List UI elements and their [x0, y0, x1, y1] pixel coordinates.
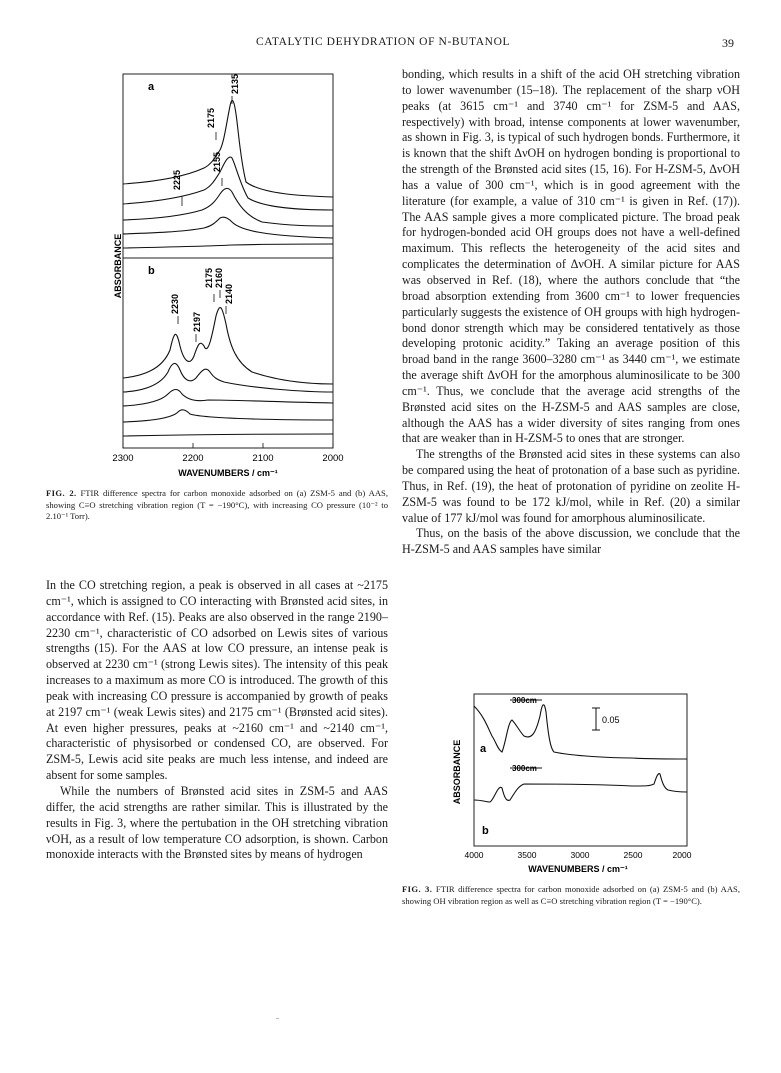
spectrum-b-2: [123, 363, 333, 392]
figure-3-spectrum-a: [474, 705, 687, 759]
peak-label-2175: 2175: [206, 107, 216, 128]
spectrum-a-5: [123, 244, 333, 248]
right-paragraph-2: The strengths of the Brønsted acid sites in these systems can also be compared using the heat of protonation of a base such as pyridine. Thus, in Ref. (19), the heat of protonation of pyridine on zeolite H-ZSM-5 was found to be 172 kJ/mol, while in Ref. (20) a similar value of 177 kJ/mol was found for amorphous aluminosilicate.: [402, 447, 740, 525]
figure-2-panel-b: b: [148, 265, 155, 277]
right-paragraph-1: bonding, which results in a shift of the acid OH stretching vibration to lower wavenumber (15–18). The replacement of the sharp νOH peaks (at 3615 cm⁻¹ and 3740 cm⁻¹ for ZSM-5 and AAS, respectively) with broad, intense components at lower wavenumber, as shown in Fig. 3, is typical of such hydrogen bonds. Furthermore, it is known that the shift ΔνOH on hydrogen bonding is proportional to the strength of the Brønsted acid sites (15, 16). For H-ZSM-5, ΔνOH has a value of 300 cm⁻¹, which is in good agreement with the literature (for example, a value of 310 cm⁻¹ is given in Ref. (17)). The AAS sample gives a more complicated picture. The broad peak for hydrogen-bonded acid OH groups does not have a well-defined maximum. This reflects the heterogeneity of the acid sites and complicates the determination of ΔνOH. A similar picture for AAS was observed in Ref. (18), where the authors conclude that “the broad absorption extending from 3600 cm⁻¹ to lower frequencies particularly suggests the existence of OH groups with high hydrogen-bond donor strength which may be considered tentatively as those developing protonic acidity.” Taking an average position of this broad band in the range 3600–3280 cm⁻¹ as 3440 cm⁻¹, we estimate the average shift ΔνOH for the amorphous aluminosilicate to be 300 cm⁻¹. Thus, we conclude that the average acid strengths of the Brønsted acid sites on the H-ZSM-5 and AAS samples are close, although the AAS has a wider diversity of sites ranging from ones that are weaker than in H-ZSM-5 to ones that are stronger.: [402, 67, 740, 446]
xtick-label-2200: 2200: [182, 453, 204, 464]
figure-3-spectrum-b: [474, 774, 687, 802]
figure-2-xticks: [123, 443, 333, 448]
figure-3-absorbance-label: 0.05: [602, 715, 620, 725]
figure-3-frame: [474, 694, 687, 846]
figure-2-peakmarks-b: [178, 290, 226, 342]
page-number: 39: [722, 36, 734, 50]
figure-3-xtick-3000: 3000: [570, 850, 590, 860]
left-paragraph-1: In the CO stretching region, a peak is observed in all cases at ~2175 cm⁻¹, which is assigned to CO interacting with Brønsted acid sites, in accordance with Ref. (15). Peaks are also observed in the range 2190–2230 cm⁻¹, characteristic of CO adsorbed on Lewis sites of various strengths (15). For the AAS at low CO pressure, an intense peak is observed at 2230 cm⁻¹ (strong Lewis sites). The intensity of this peak increases to a maximum as more CO is introduced. The growth of this peak with increasing CO pressure is accompanied by growth of peaks at 2197 cm⁻¹ (weak Lewis sites) and 2175 cm⁻¹ (Brønsted acid sites). At even higher pressures, peaks at ~2160 cm⁻¹ and ~2140 cm⁻¹, characteristic of physisorbed or condensed CO, are observed. For ZSM-5, Lewis acid site peaks are much less intense, and indeed are absent for some samples.: [46, 578, 388, 783]
figure-3: [432, 692, 730, 876]
peak-label-2155: 2155: [212, 151, 222, 172]
figure-2: [112, 66, 344, 498]
figure-3-scalebar-b: 300cm: [512, 764, 537, 773]
spectrum-a-2: [123, 157, 333, 210]
peak-label-2140: 2140: [224, 283, 234, 304]
figure-3-xlabel: WAVENUMBERS / cm⁻¹: [528, 864, 628, 874]
figure-2-plot: [112, 66, 344, 498]
figure-3-xtick-2500: 2500: [623, 850, 643, 860]
left-paragraph-2: While the numbers of Brønsted acid sites in ZSM-5 and AAS differ, the acid strengths are rather similar. This is illustrated by the results in Fig. 3, where the pertubation in the OH stretching vibration νOH, as a result of low temperature CO adsorption, is shown. Carbon monoxide interacts with the Brønsted sites by means of hydrogen: [46, 783, 388, 862]
left-column: [46, 578, 388, 863]
xtick-label-2000: 2000: [322, 453, 344, 464]
figure-3-caption-label: FIG. 3.: [402, 884, 433, 894]
peak-label-2160: 2160: [214, 267, 224, 288]
xtick-label-2300: 2300: [112, 453, 134, 464]
figure-2-caption: [46, 488, 388, 523]
spectrum-b-4: [123, 410, 333, 422]
spectrum-a-4: [123, 217, 333, 238]
running-title: CATALYTIC DEHYDRATION OF N-BUTANOL: [256, 36, 511, 48]
figure-2-spectra-b: [123, 308, 333, 436]
figure-3-xtick-3500: 3500: [517, 850, 537, 860]
figure-3-xtick-2000: 2000: [672, 850, 692, 860]
peak-label-2230: 2230: [170, 293, 180, 314]
figure-2-panel-a: a: [148, 81, 155, 93]
figure-3-scalebar-a: 300cm: [512, 696, 537, 705]
figure-3-panel-b: b: [482, 825, 489, 837]
spectrum-a-1: [123, 100, 333, 197]
figure-3-caption-text: FTIR difference spectra for carbon monoxide adsorbed on (a) ZSM-5 and (b) AAS, showing OH vibration region as well as C≡O stretching vibration region (T = −190°C).: [402, 884, 740, 906]
peak-label-2135: 2135: [230, 73, 240, 94]
figure-3-ylabel: ABSORBANCE: [452, 739, 462, 805]
figure-2-caption-text: FTIR difference spectra for carbon monoxide adsorbed on (a) ZSM-5 and (b) AAS, showing C≡O stretching vibration region (T = −190°C), with increasing CO pressure (10⁻² to 2.10⁻¹ Torr).: [46, 488, 388, 522]
figure-3-caption: [402, 884, 740, 907]
peak-label-2197: 2197: [192, 311, 202, 332]
spectrum-b-3: [123, 390, 333, 407]
peak-label-2175b: 2175: [204, 267, 214, 288]
right-column: [402, 67, 740, 558]
figure-3-panel-a: a: [480, 743, 487, 755]
right-paragraph-3: Thus, on the basis of the above discussion, we conclude that the H-ZSM-5 and AAS samples have similar: [402, 526, 740, 557]
xtick-label-2100: 2100: [252, 453, 274, 464]
scan-mark: [276, 1018, 279, 1019]
spectrum-a-3: [123, 188, 333, 226]
figure-2-ylabel: ABSORBANCE: [113, 233, 123, 299]
figure-3-plot: [432, 692, 730, 876]
figure-2-spectra-a: [123, 100, 333, 248]
figure-2-caption-label: FIG. 2.: [46, 488, 77, 498]
figure-2-frame-a: [123, 74, 333, 258]
page-header: [0, 36, 781, 52]
spectrum-b-1: [123, 308, 333, 384]
spectrum-b-5: [123, 434, 333, 436]
figure-3-xtick-4000: 4000: [464, 850, 484, 860]
peak-label-2225: 2225: [172, 169, 182, 190]
figure-2-xlabel: WAVENUMBERS / cm⁻¹: [178, 468, 278, 478]
